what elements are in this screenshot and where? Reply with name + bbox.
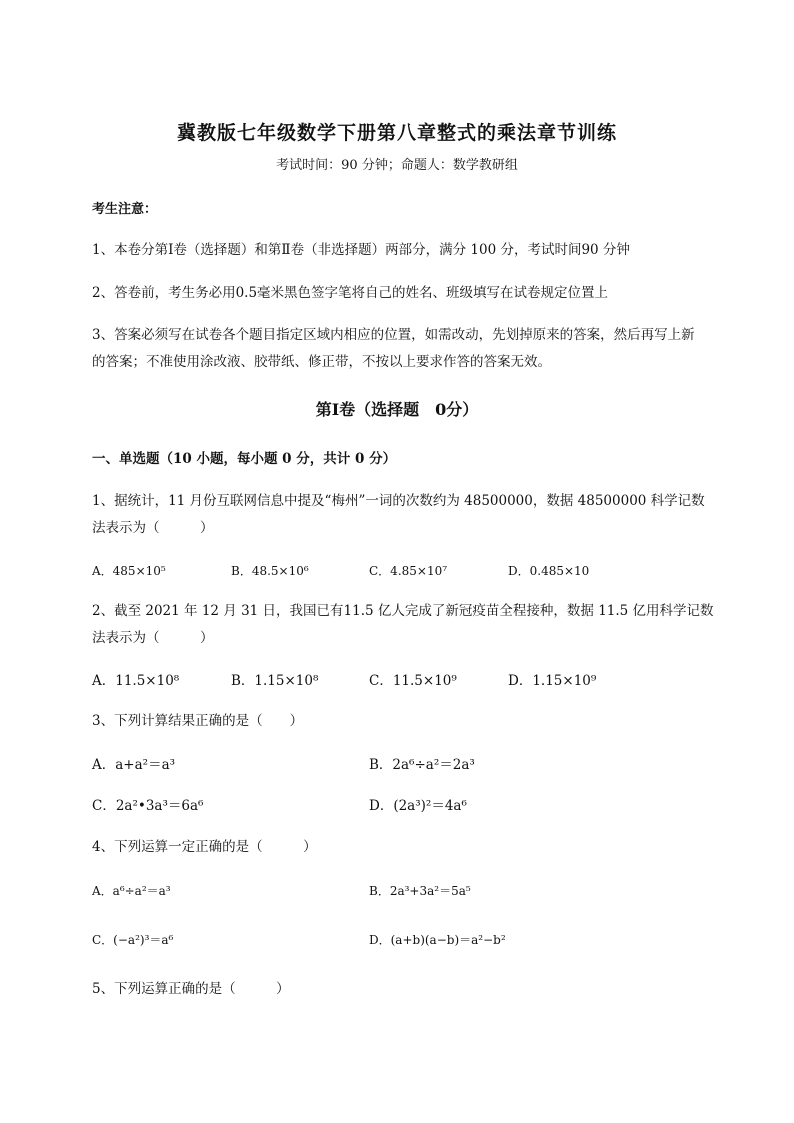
q3-stem: 3、下列计算结果正确的是（ ） [92,713,304,729]
q2-option-a[interactable]: A．11.5×10⁸ [92,673,180,689]
notice-item-3-cont: 的答案；不准使用涂改液、胶带纸、修正带，不按以上要求作答的答案无效。 [92,354,551,370]
q4-option-c[interactable]: C．(−a²)³＝a⁶ [92,933,174,947]
q3-option-a[interactable]: A．a+a²＝a³ [92,757,176,773]
q2-option-d[interactable]: D．1.15×10⁹ [508,673,597,689]
page-title: 冀教版七年级数学下册第八章整式的乘法章节训练 [176,122,617,144]
q4-option-a[interactable]: A．a⁶÷a²＝a³ [92,884,171,898]
exam-info: 考试时间：90 分钟；命题人：数学教研组 [276,158,518,173]
q2-option-c[interactable]: C．11.5×10⁹ [369,673,457,689]
q2-stem: 2、截至 2021 年 12 月 31 日，我国已有11.5 亿人完成了新冠疫苗全程接种，数据 11.5 亿用科学记数 [92,603,714,619]
notice-heading: 考生注意： [92,202,158,217]
q1-stem: 1、据统计，11 月份互联网信息中提及“梅州”一词的次数约为 48500000，数据 48500000 科学记数 [92,493,705,509]
notice-item-2: 2、答卷前，考生务必用0.5毫米黑色签字笔将自己的姓名、班级填写在试卷规定位置上 [92,285,609,301]
q4-option-d[interactable]: D．(a+b)(a−b)＝a²−b² [369,933,506,947]
q1-option-a[interactable]: A．485×10⁵ [92,564,166,578]
part-title: 一、单选题（10 小题，每小题 0 分，共计 0 分） [92,451,397,467]
notice-item-3: 3、答案必须写在试卷各个题目指定区域内相应的位置，如需改动，先划掉原来的答案，然后再写上新 [92,327,695,343]
q2-option-b[interactable]: B．1.15×10⁸ [231,673,319,689]
q1-option-c[interactable]: C．4.85×10⁷ [369,564,448,578]
q3-option-c[interactable]: C．2a²•3a³＝6a⁶ [92,798,204,814]
q3-option-d[interactable]: D．(2a³)²＝4a⁶ [369,798,467,814]
q3-option-b[interactable]: B．2a⁶÷a²＝2a³ [369,757,475,773]
section-title: 第Ⅰ卷（选择题 0分） [315,400,479,419]
q4-stem: 4、下列运算一定正确的是（ ） [92,839,317,855]
q4-option-b[interactable]: B．2a³+3a²＝5a⁵ [369,884,471,898]
q1-stem-cont: 法表示为（ ） [92,520,214,536]
notice-item-1: 1、本卷分第Ⅰ卷（选择题）和第Ⅱ卷（非选择题）两部分，满分 100 分，考试时间90 分钟 [92,242,630,258]
q5-stem: 5、下列运算正确的是（ ） [92,981,290,997]
q1-option-b[interactable]: B．48.5×10⁶ [231,564,309,578]
q1-option-d[interactable]: D．0.485×10 [508,564,590,578]
q2-stem-cont: 法表示为（ ） [92,630,214,646]
